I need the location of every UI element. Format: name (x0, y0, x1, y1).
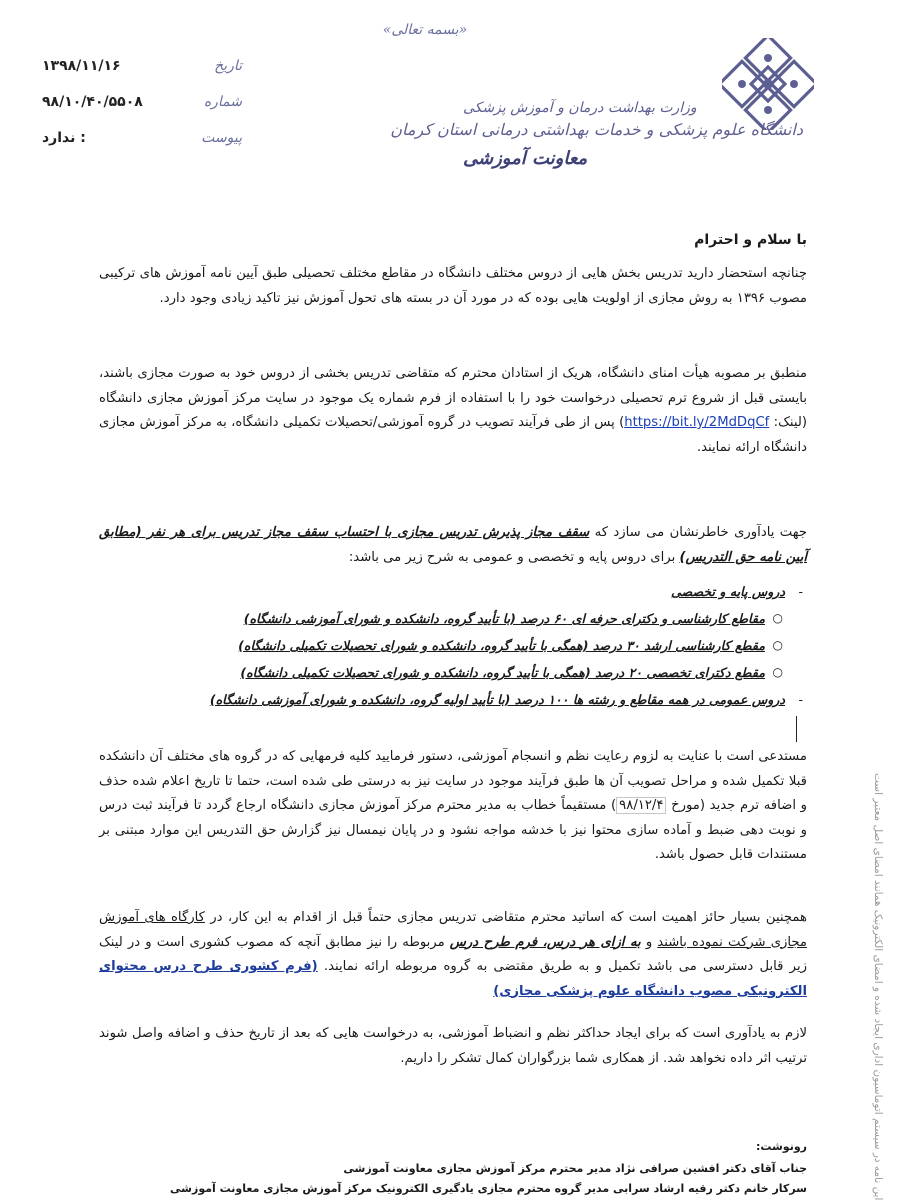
number-label: شماره (203, 94, 242, 110)
form-link[interactable]: https://bit.ly/2MdDqCf (624, 415, 770, 430)
list-item (99, 686, 807, 713)
paragraph-request (99, 745, 807, 868)
salutation: با سلام و احترام (694, 232, 807, 248)
paragraph-text: منطبق بر مصوبه هیأت امنای دانشگاه، هریک از استادان محترم که متقاضی تدریس بخشی از دروس خود به صورت مجازی باشند، بایستی قبل از شروع ترم تحصیلی درخواست خود را با استفاده از فرم شماره یک موجود در سایت مرکز آموزش مجازی دانشگاه (لینک: (99, 366, 807, 430)
number-field (42, 94, 242, 116)
list-item-text: دروس پایه و تخصصی (671, 584, 785, 599)
ministry-name: وزارت بهداشت درمان و آموزش پزشکی (463, 100, 697, 116)
list-item (99, 578, 807, 605)
paragraph-text: جهت یادآوری خاطرنشان می سازد که (589, 525, 807, 540)
quota-emphasis: سقف مجاز پذیرش تدریس مجازی با احتساب سقف مجاز تدریس برای هر نفر (مطابق آیین نامه حق التدریس) (99, 525, 807, 565)
workshop-emphasis: کارگاه های آموزش مجازی شرکت نموده باشند (99, 910, 807, 950)
circle-bullet: ○ (772, 665, 783, 679)
paragraph-text: مستدعی است با عنایت به لزوم رعایت نظم و انسجام آموزشی، دستور فرمایید کلیه فرمهایی که در گروه های مختلف آن دانشکده قبلا تکمیل شده و مراحل تصویب آن ها طبق فرآیند موجود در سایت نیز به درستی طی شده است، حتما تا تاریخ اعلام شده حذف و اضافه ترم جدید (مورخ (99, 749, 807, 813)
circle-bullet: ○ (772, 638, 783, 652)
national-form-link[interactable]: (فرم کشوری طرح درس محتوای الکترونیکی مصوب دانشگاه علوم پزشکی مجازی) (99, 959, 807, 999)
date-value: ۱۳۹۸/۱۱/۱۶ (42, 58, 121, 74)
paragraph-intro: چنانچه استحضار دارید تدریس بخش هایی از دروس مختلف دانشگاه در مقاطع مختلف تحصیلی طبق آیین نامه آموزش های ترکیبی مصوب ۱۳۹۶ به روش مجازی از اولویت هایی بوده که در مورد آن در بسته های تحول آموزش نیز تاکید زیادی وجود دارد. (99, 266, 807, 306)
text-cursor (796, 716, 797, 742)
list-item-text: مقطع دکترای تخصصی ۲۰ درصد (همگی با تأیید گروه، دانشکده و شورای تحصیلات تکمیلی دانشگاه) (240, 665, 765, 680)
paragraph-text: و (640, 934, 658, 950)
list-item (99, 632, 807, 659)
paragraph-text: برای دروس پایه و تخصصی و عمومی به شرح زیر می باشد: (348, 549, 680, 565)
copies-title: رونوشت: (755, 1140, 807, 1153)
quota-list (99, 578, 807, 713)
list-item-text: دروس عمومی در همه مقاطع و رشته ها ۱۰۰ درصد (با تأیید اولیه گروه، دانشکده و شورای آموزشی دانشگاه) (209, 692, 785, 707)
list-item-text: مقطع کارشناسی ارشد ۳۰ درصد (همگی با تأیید گروه، دانشکده و شورای تحصیلات تکمیلی دانشگاه) (238, 638, 765, 653)
attachment-label: پیوست (201, 130, 242, 146)
paragraph-workshop (99, 906, 807, 1004)
deadline-date: ۹۸/۱۲/۴ (616, 797, 666, 814)
dash-bullet: - (798, 692, 803, 707)
attachment-field (42, 130, 242, 152)
list-item (99, 605, 807, 632)
basmala: «بسمه تعالی» (382, 22, 468, 38)
attachment-value: : ندارد (42, 130, 86, 146)
list-item-text: مقاطع کارشناسی و دکترای حرفه ای ۶۰ درصد (با تأیید گروه، دانشکده و شورای آموزشی دانشگاه) (243, 611, 765, 626)
paragraph-text: ) مستقیماً خطاب به مدیر محترم مرکز آموزش مجازی دانشگاه ارجاع گردد تا فرآیند ثبت درس و نوبت دهی ضبط و آماده سازی محتوا نیز با خدشه مواجه نشود و در پایان نیمسال نیز گزارش حق التدریس این موارد مبتنی بر مستندات قابل حصول باشد. (99, 798, 807, 862)
university-name: دانشگاه علوم پزشکی و خدمات بهداشتی درمانی استان کرمان (390, 120, 803, 139)
electronic-signature-note: این نامه در سیستم اتوماسیون اداری ایجاد شده و امضای الکترونیک همانند امضای اصل معتبر است (872, 772, 884, 1200)
copy-recipient: جناب آقای دکتر افشین صرافی نژاد مدیر محترم مرکز آموزش مجازی معاونت آموزشی (343, 1162, 807, 1175)
date-field (42, 58, 242, 80)
paragraph-closing: لازم به یادآوری است که برای ایجاد حداکثر نظم و انضباط آموزشی، به درخواست هایی که بعد از تاریخ حذف و اضافه واصل شوند ترتیب اثر داده نخواهد شد. از همکاری شما بزرگواران کمال تشکر را داریم. (99, 1026, 807, 1066)
dash-bullet: - (798, 584, 803, 599)
paragraph-text: مربوطه را نیز مطابق آنچه که مصوب کشوری است و در لینک زیر قابل دسترسی می باشد تکمیل و به طریق مقتضی به گروه مربوطه ارائه نمایند. (99, 934, 808, 974)
date-label: تاریخ (214, 58, 242, 74)
paragraph-submission (99, 362, 807, 460)
copy-recipient: سرکار خانم دکتر رقیه ارشاد سرابی مدیر گروه محترم مجازی یادگیری الکترونیک مرکز آموزش مجازی معاونت آموزشی (170, 1182, 807, 1195)
paragraph-quota (99, 521, 807, 570)
university-logo (722, 38, 814, 130)
department-name: معاونت آموزشی (463, 148, 588, 169)
paragraph-text: همچنین بسیار حائز اهمیت است که اساتید محترم متقاضی تدریس مجازی حتماً قبل از اقدام به این کار، در (204, 910, 808, 925)
paragraph-text: ) پس از طی فرآیند تصویب در گروه آموزشی/تحصیلات تکمیلی دانشگاه، به مرکز آموزش مجازی دانشگاه ارائه نمایند. (99, 415, 807, 455)
number-value: ۹۸/۱۰/۴۰/۵۵۰۸ (42, 94, 143, 110)
circle-bullet: ○ (772, 611, 783, 625)
lesson-plan-emphasis: به ازای هر درس، فرم طرح درس (449, 934, 641, 950)
list-item (99, 659, 807, 686)
